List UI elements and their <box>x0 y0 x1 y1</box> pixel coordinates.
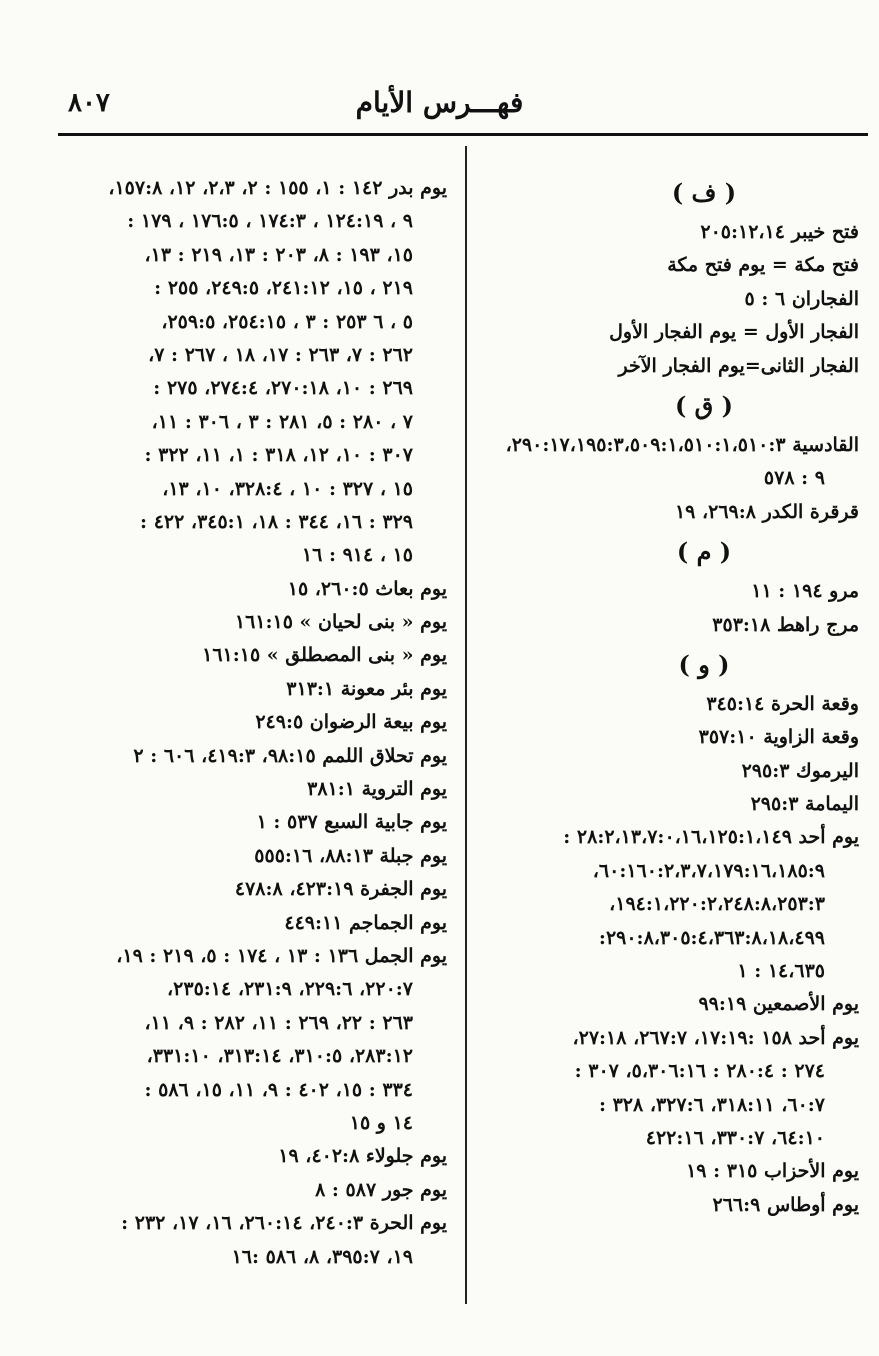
index-entry: الفجاران ٦ : ٥ <box>744 287 859 310</box>
index-entry: يوم « بنى المصطلق » ١٦١:١٥ <box>202 644 447 667</box>
index-entry: فتح خيبر ٢٠٥:١٢،١٤ <box>700 221 859 243</box>
index-entry: يوم بئر معونة ٣١٣:١ <box>286 677 447 700</box>
index-entry-continuation: ٢٦٩ : ١٠، ٢٧٠:١٨، ٢٧٤:٤، ٢٧٥ : <box>153 377 413 400</box>
index-entry: يوم بيعة الرضوان ٢٤٩:٥ <box>255 711 447 734</box>
index-entry: يوم الحرة ٢٤٠:٣، ٢٦٠:١٤، ١٦، ١٧، ٢٣٢ : <box>121 1212 447 1235</box>
index-entry: يوم جلولاء ٤٠٢:٨، ١٩ <box>278 1145 447 1168</box>
index-entry: يوم بدر ١٤٢ : ١، ١٥٥ : ٢، ٢،٣، ١٢، ١٥٧:٨، <box>108 177 447 199</box>
index-entry-continuation: ١٥ ، ٣٢٧ : ١٠ ، ٣٢٨:٤، ١٠، ١٣، <box>162 477 413 500</box>
index-entry: يوم جابية السبع ٥٣٧ : ١ <box>256 811 447 834</box>
index-entry-continuation: ١٥، ١٩٣ : ٨، ٢٠٣ : ١٣، ٢١٩ : ١٣، <box>144 243 413 266</box>
index-entry-continuation: ٥ ، ٦ ٢٥٣ : ٣ ، ٢٥٤:١٥، ٢٥٩:٥، <box>161 310 413 333</box>
index-entry: اليرموك ٢٩٥:٣ <box>741 759 859 782</box>
index-entry: فتح مكة = يوم فتح مكة <box>667 254 859 277</box>
index-entry-continuation: ٦٠:١٦٠:٢،٣،٧،١٧٩:١٦،١٨٥:٩، <box>592 859 825 882</box>
section-heading: ( م ) <box>676 537 732 567</box>
index-entry: يوم « بنى لحيان » ١٦١:١٥ <box>234 611 447 634</box>
index-entry: مرج راهط ٣٥٣:١٨ <box>712 613 859 636</box>
index-entry: يوم الجفرة ٤٢٣:١٩، ٤٧٨:٨ <box>234 878 447 901</box>
index-entry: الفجار الثانى=يوم الفجار الآخر <box>618 354 859 377</box>
index-entry: القادسية ٢٩٠:١٧،١٩٥:٣،٥٠٩:١،٥١٠:١،٥١٠:٣، <box>505 433 859 456</box>
index-entry-continuation: ٣٣٤ : ١٥، ٤٠٢ : ٩، ١١، ١٥، ٥٨٦ : <box>144 1078 413 1101</box>
index-entry: يوم الأصمعين ٩٩:١٩ <box>698 993 859 1016</box>
index-entry-continuation: ٢٦٢ : ٧، ٢٦٣ : ١٧، ١٨ ، ٢٦٧ : ٧، <box>148 343 413 366</box>
index-entry-continuation: ٣٢٩ : ١٦، ٣٤٤ : ١٨، ٣٤٥:١، ٤٢٢ : <box>140 510 413 533</box>
header-rule <box>58 133 868 136</box>
index-entry: يوم جور ٥٨٧ : ٨ <box>315 1178 447 1201</box>
index-entry-continuation: ٢٢٠:٧، ٢٢٩:٦، ٢٣١:٩، ٢٣٥:١٤، <box>167 978 413 1001</box>
index-entry-continuation: ٢٩٠:٨،٣٠٥:٤،٣٦٣:٨،١٨،٤٩٩: <box>598 926 825 949</box>
index-entry: يوم أحد ٢٨:٢،١٣،٧:٠،١٦،١٢٥:١،١٤٩ : <box>563 826 859 849</box>
index-entry-continuation: ٦٤:١٠، ٣٣٠:٧، ٤٢٢:١٦ <box>645 1126 825 1149</box>
index-entry-continuation: ١٩، ٣٩٥:٧، ٨، ٥٨٦ :١٦ <box>231 1245 413 1268</box>
index-entry-continuation: ١٤،٦٣٥ : ١ <box>737 960 825 983</box>
index-entry-continuation: ٢٧٤ : ٢٨٠:٤ : ٥،٣٠٦:١٦، ٣٠٧ : <box>574 1060 825 1083</box>
section-heading: ( و ) <box>678 649 730 679</box>
index-entry-continuation: ١٩٤:١،٢٢٠:٢،٢٤٨:٨،٢٥٣:٣، <box>609 893 825 916</box>
index-entry: يوم تحلاق اللمم ٩٨:١٥، ٤١٩:٣، ٦٠٦ : ٢ <box>133 744 447 767</box>
index-entry-continuation: ٢٨٣:١٢، ٣١٠:٥، ٣١٣:١٤، ٣٣١:١٠، <box>146 1045 413 1068</box>
index-entry-continuation: ٧ ، ٢٨٠ : ٥، ٢٨١ : ٣ ، ٣٠٦ : ١١، <box>151 410 413 433</box>
index-entry-continuation: ٦٠:٧، ٣١٨:١١، ٣٢٧:٦، ٣٢٨ : <box>598 1093 825 1116</box>
index-entry: يوم جبلة ٨٨:١٣، ٥٥٥:١٦ <box>254 844 447 867</box>
left-column <box>67 172 447 1274</box>
page-number: ٨٠٧ <box>68 88 110 118</box>
index-entry: يوم أوطاس ٢٦٦:٩ <box>712 1193 859 1216</box>
index-entry-continuation: ٢١٩ ، ١٥، ٢٤١:١٢، ٢٤٩:٥، ٢٥٥ : <box>154 277 413 300</box>
section-heading: ( ق ) <box>674 390 734 420</box>
index-entry-continuation: ٣٠٧ : ١٠، ١٢، ٣١٨ : ١، ١١، ٣٢٢ : <box>144 444 413 467</box>
index-entry: وقعة الحرة ٣٤٥:١٤ <box>706 692 859 715</box>
right-column <box>439 170 859 1222</box>
page-title: فهـــرس الأيام <box>355 86 524 119</box>
index-entry: يوم الأحزاب ٣١٥ : ١٩ <box>686 1160 859 1183</box>
section-heading: ( ف ) <box>671 178 737 207</box>
index-entry-continuation: ١٥ ، ٩١٤ : ١٦ <box>301 544 413 567</box>
index-entry: اليمامة ٢٩٥:٣ <box>750 793 859 816</box>
index-entry: قرقرة الكدر ٢٦٩:٨، ١٩ <box>674 500 859 523</box>
index-entry: يوم أحد ١٥٨ :١٧:١٩، ٢٦٧:٧، ٢٧:١٨، <box>572 1026 859 1049</box>
index-entry: مرو ١٩٤ : ١١ <box>751 580 859 603</box>
index-entry-continuation: ٢٦٣ : ٢٢، ٢٦٩ : ١١، ٢٨٢ : ٩، ١١، <box>144 1011 413 1034</box>
index-entry-continuation: ١٤ و ١٥ <box>349 1111 413 1134</box>
index-entry: يوم بعاث ٢٦٠:٥، ١٥ <box>287 577 447 600</box>
index-entry: الفجار الأول = يوم الفجار الأول <box>609 321 859 344</box>
index-entry: يوم التروية ٣٨١:١ <box>307 778 447 801</box>
index-entry: يوم الجمل ١٣٦ : ١٣ ، ١٧٤ : ٥، ٢١٩ : ١٩، <box>116 944 447 967</box>
index-entry: وقعة الزاوية ٣٥٧:١٠ <box>698 726 859 749</box>
index-entry-continuation: ٩ ، ١٢٤:١٩ ، ١٧٤:٣ ، ١٧٦:٥ ، ١٧٩ : <box>127 210 413 233</box>
index-entry-continuation: ٩ : ٥٧٨ <box>763 467 825 490</box>
index-entry: يوم الجماجم ٤٤٩:١١ <box>284 911 447 934</box>
